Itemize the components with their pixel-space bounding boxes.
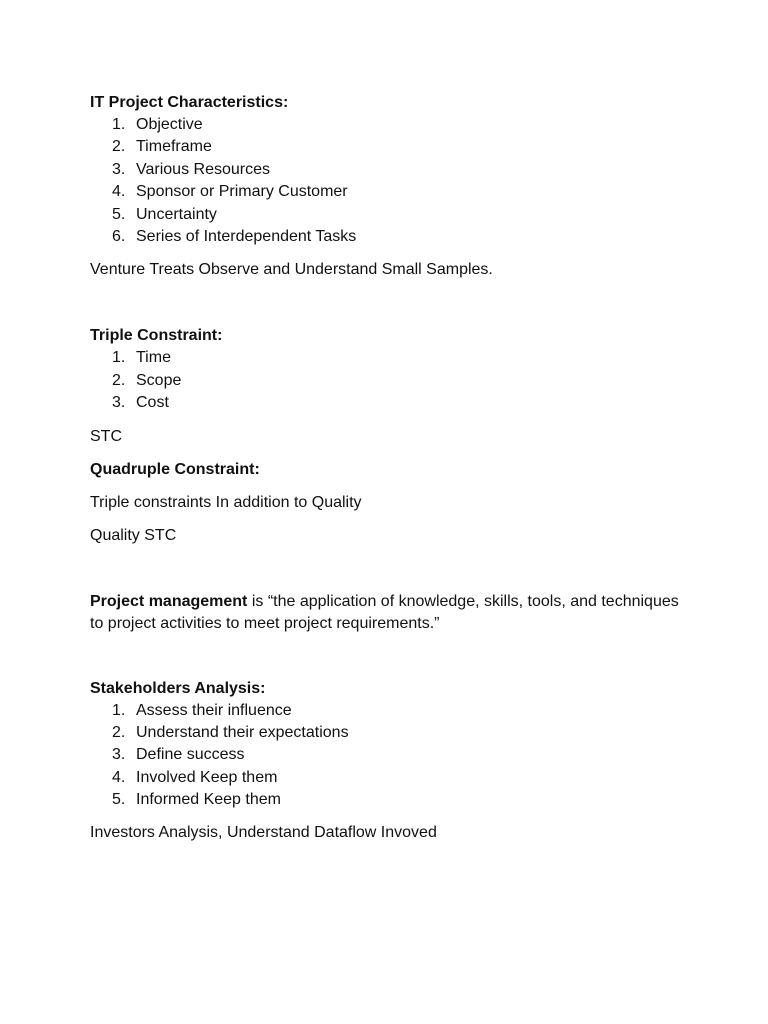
list-item-number: 3.: [112, 746, 126, 764]
list-item-text: Objective: [136, 116, 203, 133]
list-item-number: 4.: [112, 768, 126, 786]
list-item: [90, 136, 690, 158]
list-item-text: Assess their influence: [136, 701, 292, 719]
list-item: [90, 159, 690, 181]
mnemonic-text: STC: [90, 427, 122, 445]
list-item-number: 2.: [112, 371, 126, 389]
definition-term: Project management: [90, 592, 248, 610]
list-item: [90, 722, 690, 744]
document-page: [90, 92, 690, 844]
list-item-number: 4.: [112, 183, 126, 201]
quadruple-constraint-description: Triple constraints In addition to Quality: [90, 493, 362, 511]
list-item-text: Cost: [136, 394, 169, 412]
list-item-text: Series of Interdependent Tasks: [136, 227, 357, 245]
list-item: [90, 347, 690, 369]
list-item-text: Various Resources: [136, 160, 270, 178]
section-heading-stakeholders-analysis: Stakeholders Analysis:: [90, 679, 266, 697]
definition-text: is “the application of knowledge, skills, tools, and techniques to project activities to meet project requirements.”: [90, 592, 679, 632]
list-item-text: Time: [136, 349, 171, 367]
section-heading-quadruple-constraint: Quadruple Constraint:: [90, 460, 260, 478]
list-item: [90, 767, 690, 789]
list-item-text: Sponsor or Primary Customer: [136, 183, 348, 201]
list-item-number: 3.: [112, 160, 126, 178]
list-item: [90, 181, 690, 203]
list-item-number: 3.: [112, 394, 126, 412]
list-item-text: Define success: [136, 746, 245, 764]
list-item-text: Informed Keep them: [136, 791, 281, 809]
it-project-characteristics-list: [90, 114, 690, 248]
list-item: [90, 700, 690, 722]
list-item-number: 5.: [112, 205, 126, 223]
list-item-number: 6.: [112, 227, 126, 245]
list-item-text: Scope: [136, 371, 182, 389]
list-item-number: 2.: [112, 723, 126, 741]
project-management-definition: [90, 591, 690, 635]
list-item-text: Involved Keep them: [136, 768, 278, 786]
stakeholders-analysis-list: [90, 700, 690, 812]
mnemonic-text: Quality STC: [90, 526, 177, 544]
list-item-text: Timeframe: [136, 138, 212, 156]
list-item: [90, 789, 690, 811]
list-item-number: 2.: [112, 138, 126, 156]
list-item-number: 1.: [112, 701, 126, 719]
list-item: [90, 204, 690, 226]
list-item-number: 1.: [112, 116, 126, 133]
list-item-number: 1.: [112, 349, 126, 367]
list-item-number: 5.: [112, 791, 126, 809]
triple-constraint-list: [90, 347, 690, 414]
list-item-text: Understand their expectations: [136, 723, 349, 741]
list-item: [90, 226, 690, 248]
section-heading-it-project-characteristics: IT Project Characteristics:: [90, 94, 289, 111]
list-item: [90, 392, 690, 414]
mnemonic-text: Investors Analysis, Understand Dataflow Invoved: [90, 824, 437, 842]
list-item: [90, 370, 690, 392]
mnemonic-text: Venture Treats Observe and Understand Small Samples.: [90, 261, 493, 279]
list-item: [90, 744, 690, 766]
list-item: [90, 114, 690, 136]
list-item-text: Uncertainty: [136, 205, 217, 223]
section-heading-triple-constraint: Triple Constraint:: [90, 327, 223, 345]
